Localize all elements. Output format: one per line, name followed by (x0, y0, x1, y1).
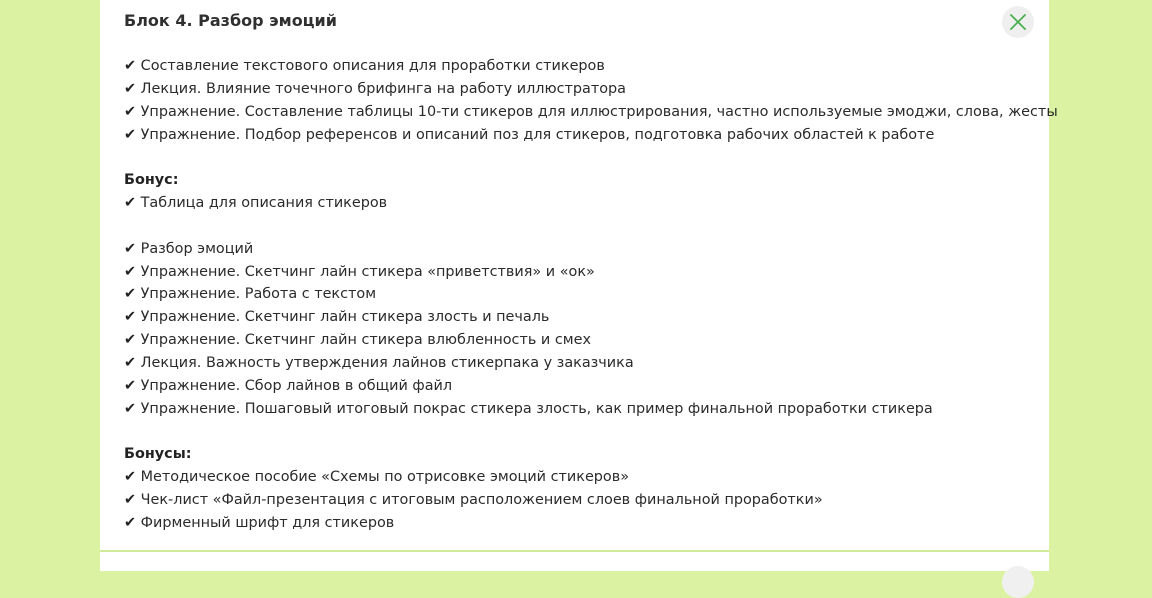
spacer (124, 215, 1024, 238)
check-mark-icon: ✔ (124, 263, 137, 280)
check-mark-icon: ✔ (124, 492, 137, 509)
check-mark-icon: ✔ (124, 400, 137, 417)
list-item-text: Упражнение. Подбор референсов и описаний поз для стикеров, подготовка рабочих областей к работе (140, 126, 935, 143)
list-item (124, 375, 1024, 398)
check-mark-icon: ✔ (124, 126, 137, 143)
list-item-text: Упражнение. Скетчинг лайн стикера «приветствия» и «ок» (140, 263, 595, 280)
list-item-text: Лекция. Влияние точечного брифинга на работу иллюстратора (140, 80, 626, 97)
check-mark-icon: ✔ (124, 514, 137, 531)
lessons-list-2 (124, 238, 1024, 421)
list-item (124, 101, 1058, 124)
bonuses-list (124, 466, 1024, 535)
list-item-text: Составление текстового описания для проработки стикеров (140, 58, 605, 74)
bonus-list (124, 192, 1024, 215)
list-item (124, 124, 1024, 147)
check-mark-icon: ✔ (124, 354, 137, 371)
check-mark-icon: ✔ (124, 195, 137, 212)
check-mark-icon: ✔ (124, 103, 137, 120)
bonus-heading: Бонус: (124, 172, 179, 189)
module-title: Блок 4. Разбор эмоций (124, 11, 337, 30)
check-mark-icon: ✔ (124, 286, 137, 303)
list-item-text: Чек-лист «Файл-презентация с итоговым расположением слоев финальной проработки» (140, 492, 823, 509)
close-icon (1009, 13, 1027, 31)
list-item (124, 261, 1024, 284)
check-mark-icon: ✔ (124, 80, 137, 97)
list-item (124, 329, 1024, 352)
check-mark-icon: ✔ (124, 58, 137, 74)
list-item (124, 192, 1024, 215)
list-item-text: Упражнение. Сбор лайнов в общий файл (140, 377, 453, 394)
list-item (124, 489, 1024, 512)
list-item (124, 283, 1024, 306)
check-mark-icon: ✔ (124, 309, 137, 326)
list-item-text: Упражнение. Работа с текстом (140, 286, 377, 303)
next-module-panel[interactable] (100, 552, 1049, 571)
list-item (124, 306, 1024, 329)
list-item (124, 78, 1024, 101)
check-mark-icon: ✔ (124, 469, 137, 486)
list-item (124, 352, 1024, 375)
list-item-text: Разбор эмоций (140, 240, 254, 257)
list-item (124, 466, 1024, 489)
list-item (124, 55, 1024, 78)
check-mark-icon: ✔ (124, 377, 137, 394)
spacer (124, 146, 1024, 169)
list-item (124, 512, 1024, 535)
list-item-text: Упражнение. Скетчинг лайн стикера влюбленность и смех (140, 332, 591, 349)
close-button[interactable] (1002, 6, 1034, 38)
bonuses-heading: Бонусы: (124, 446, 192, 463)
module-content (124, 55, 1058, 535)
list-item (124, 238, 1024, 261)
list-item-text: Упражнение. Скетчинг лайн стикера злость и печаль (140, 309, 550, 326)
list-item-text: Лекция. Важность утверждения лайнов стикерпака у заказчика (140, 354, 634, 371)
list-item (124, 398, 1024, 421)
spacer (124, 421, 1024, 444)
list-item-text: Упражнение. Пошаговый итоговый покрас стикера злость, как пример финальной проработки стикера (140, 400, 933, 417)
list-item-text: Фирменный шрифт для стикеров (140, 514, 395, 531)
list-item-text: Упражнение. Составление таблицы 10-ти стикеров для иллюстрирования, частно используемые эмоджи, слова, жесты (140, 103, 1058, 120)
check-mark-icon: ✔ (124, 240, 137, 257)
list-item-text: Таблица для описания стикеров (140, 195, 388, 212)
lessons-list-1 (124, 55, 1058, 146)
check-mark-icon: ✔ (124, 332, 137, 349)
list-item-text: Методическое пособие «Схемы по отрисовке эмоций стикеров» (140, 469, 630, 486)
